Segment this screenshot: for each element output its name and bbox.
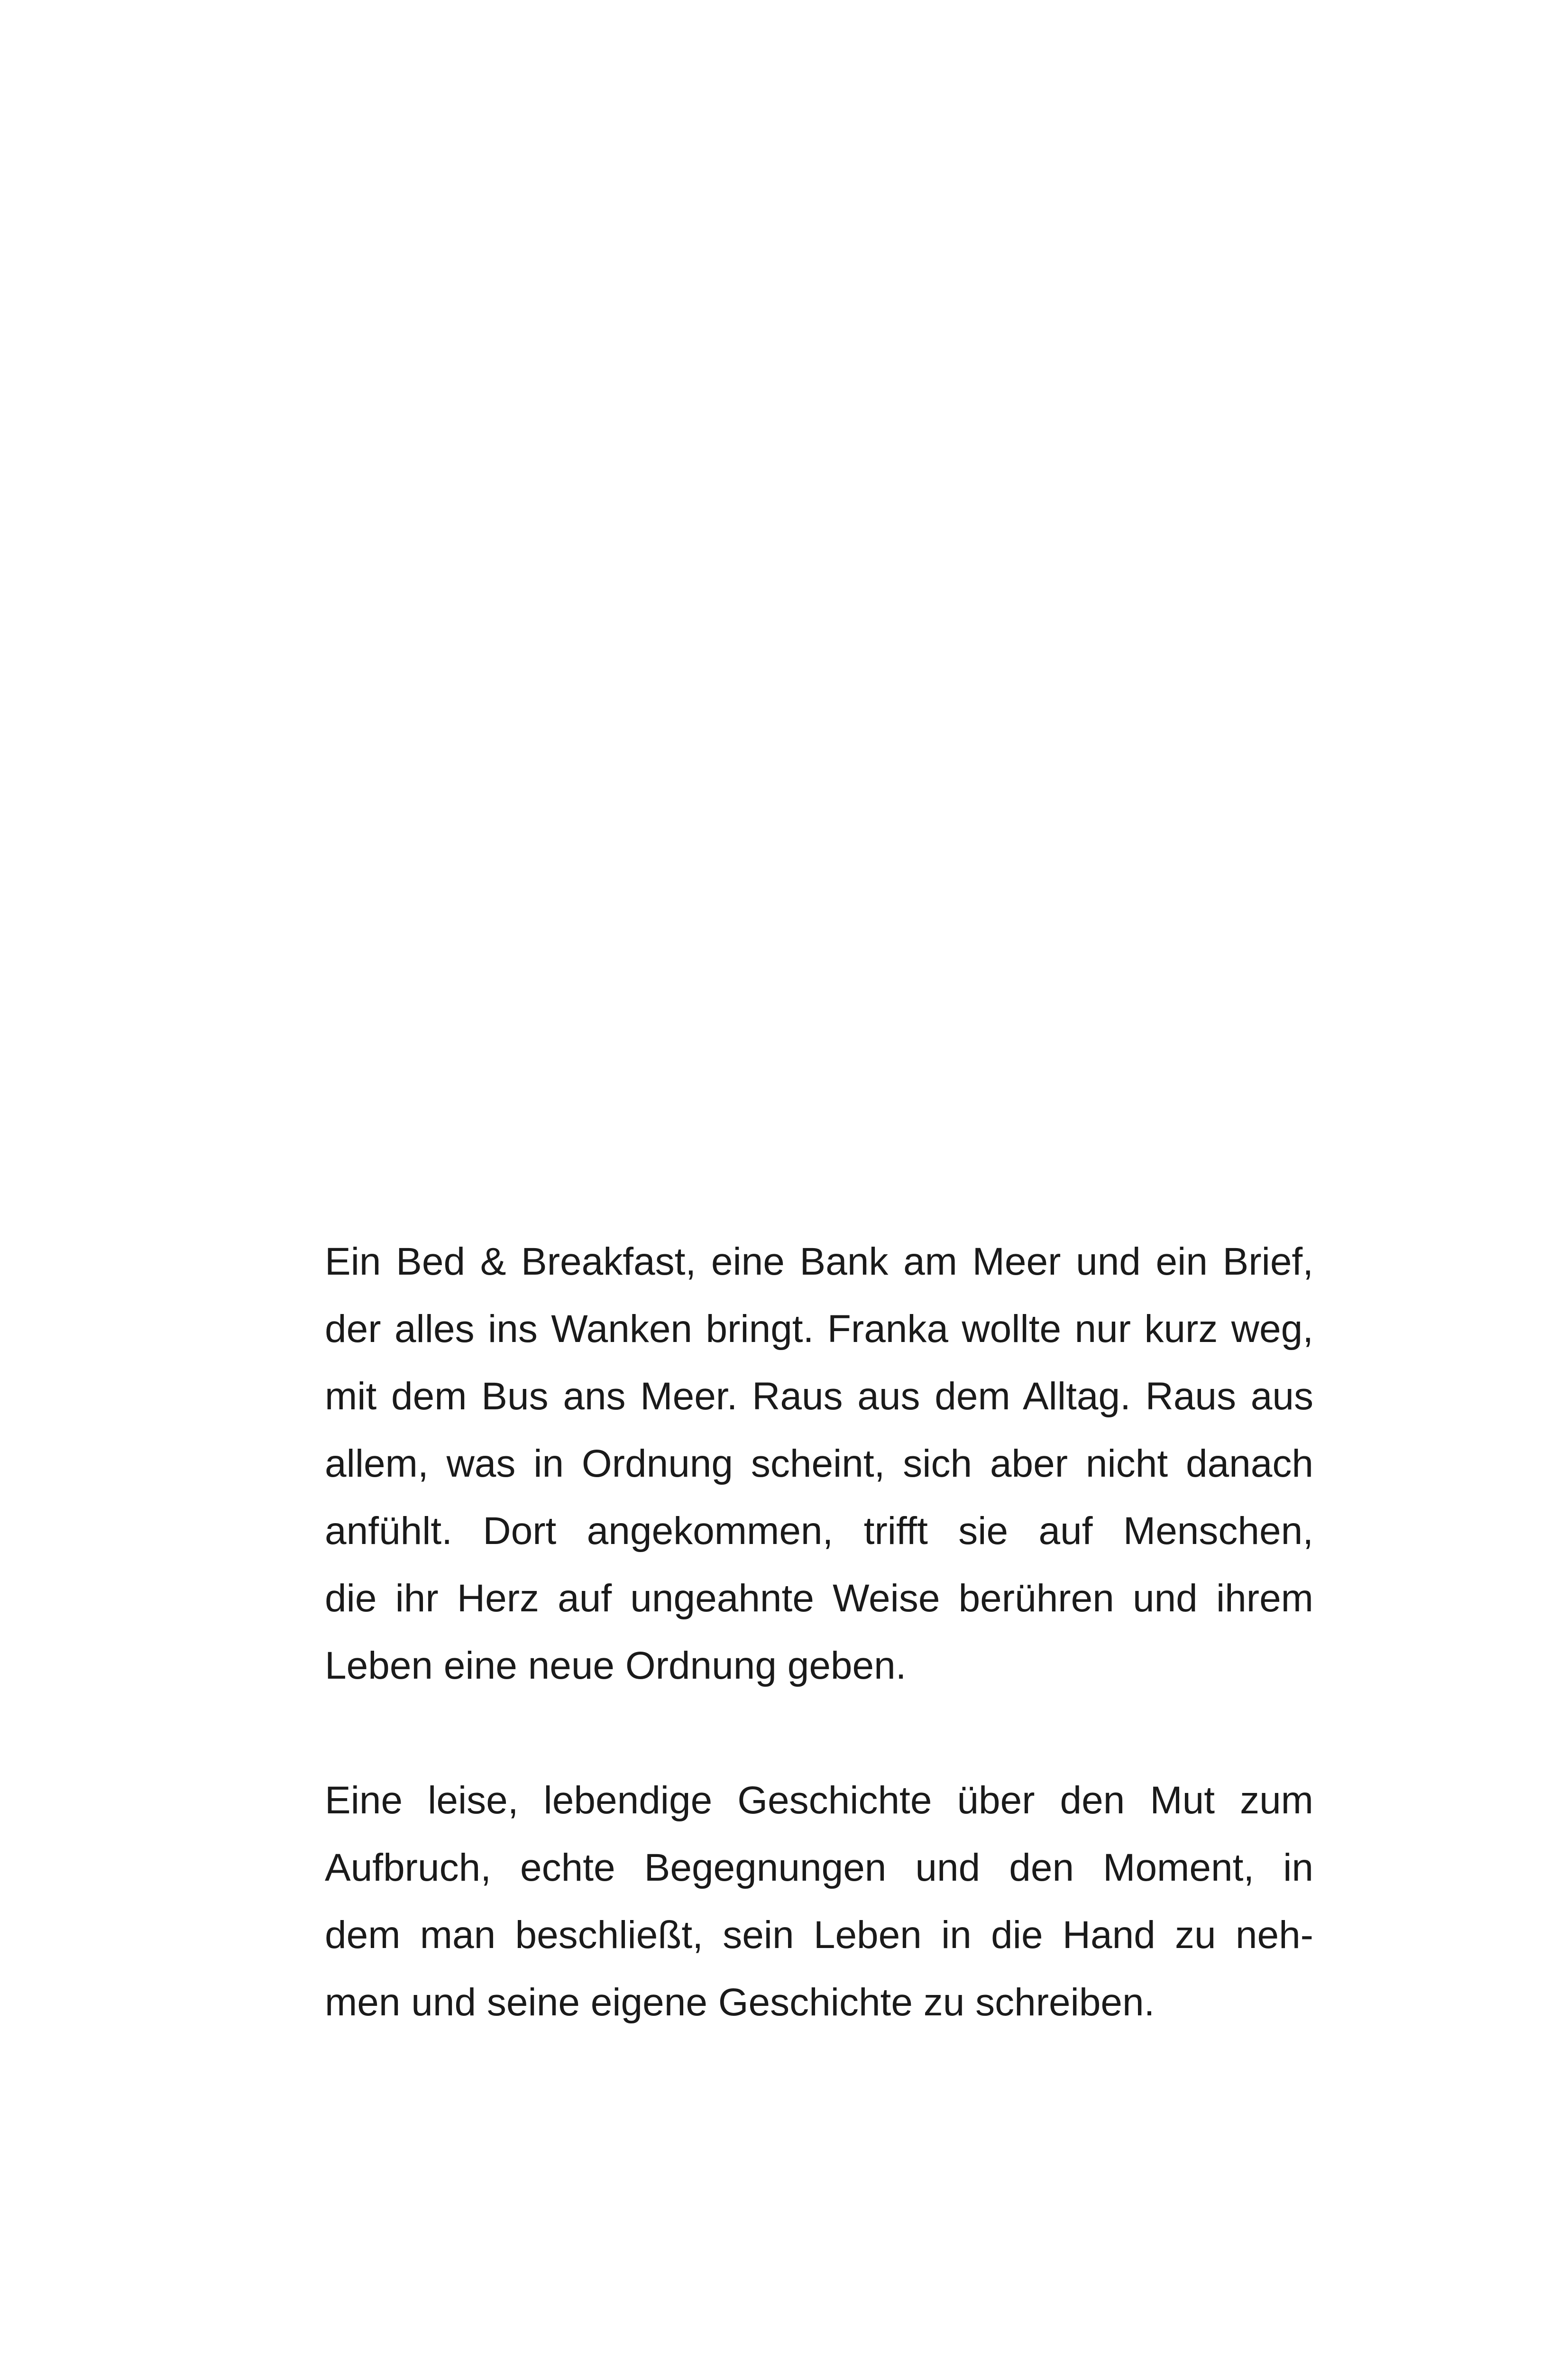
blurb-text (325, 1228, 1313, 2036)
text-line: Leben eine neue Ordnung geben. (325, 1644, 907, 1687)
text-line: die ihr Herz auf ungeahnte Weise berühren und ihrem (325, 1577, 1313, 1620)
text-line: dem man beschließt, sein Leben in die Hand zu neh- (325, 1913, 1313, 1957)
text-line: mit dem Bus ans Meer. Raus aus dem Alltag. Raus aus (325, 1375, 1313, 1418)
text-line: Ein Bed & Breakfast, eine Bank am Meer und ein Brief, (325, 1240, 1313, 1283)
text-line: anfühlt. Dort angekommen, trifft sie auf Menschen, (325, 1509, 1313, 1553)
text-line: Eine leise, lebendige Geschichte über den Mut zum (325, 1779, 1313, 1822)
blurb-paragraph-2 (325, 1767, 1313, 2036)
text-line: Aufbruch, echte Begegnungen und den Moment, in (325, 1846, 1313, 1889)
text-line: allem, was in Ordnung scheint, sich aber nicht danach (325, 1442, 1313, 1485)
text-line: der alles ins Wanken bringt. Franka wollte nur kurz weg, (325, 1307, 1313, 1351)
text-line: men und seine eigene Geschichte zu schreiben. (325, 1981, 1155, 2024)
blurb-paragraph-1 (325, 1228, 1313, 1700)
